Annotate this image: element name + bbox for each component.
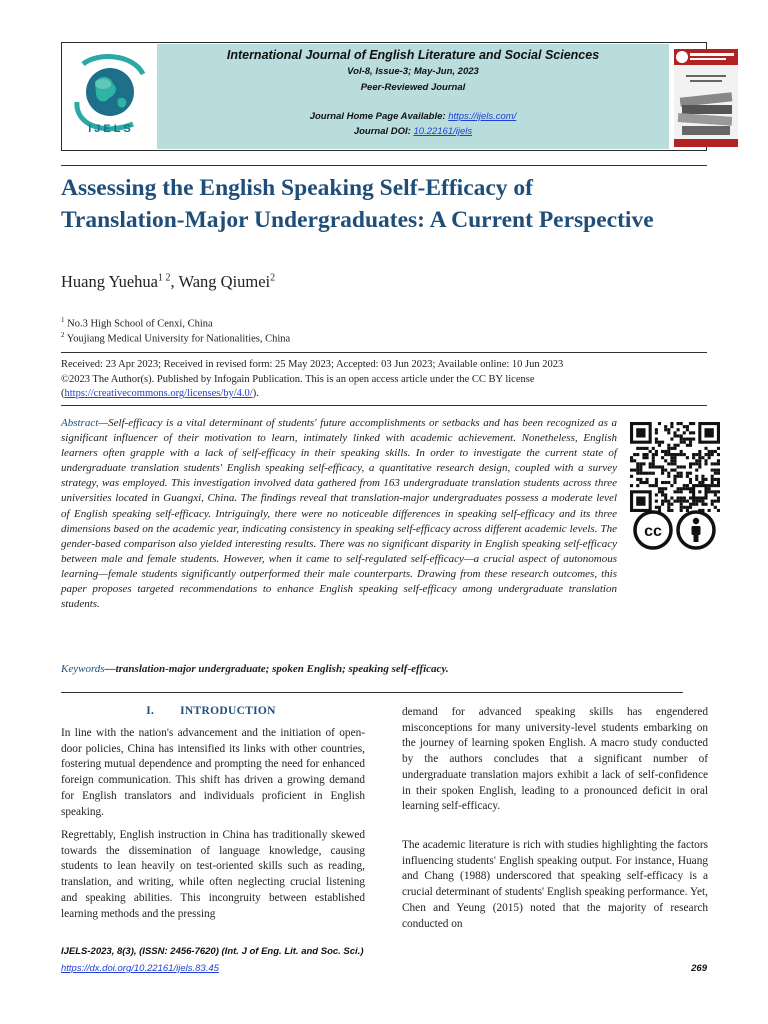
section-title: INTRODUCTION [180,705,276,717]
author-name: Huang Yuehua [61,272,158,291]
license-paren: ( [61,388,65,399]
body-paragraph: In line with the nation's advancement and the initiation of open-door policies, China has intensified its links with other countries, fostering mutual dependence and prompting the need for enhanced foreign communication. This shift has driven a growing demand for English translators and individuals proficient in English speaking. [61,727,365,818]
keywords-text: translation-major undergraduate; spoken English; speaking self-efficacy. [115,663,449,675]
home-link[interactable]: https://ijels.com/ [448,111,517,122]
meta-rule-top [61,352,707,353]
license-statement: ©2023 The Author(s). Published by Infogain Publication. This is an open access article under the CC BY license [61,374,535,385]
affiliation-text: Youjiang Medical University for Nationalities, China [64,333,291,345]
license-paren: ). [252,388,259,399]
author-affiliation-mark: 1 2 [158,272,171,284]
affiliation [61,316,213,330]
abstract-text: Self-efficacy is a vital determinant of students' future accomplishments or setbacks and has been recognized as a significant influencer of their motivation to learn, intimately linked with academic achievement. Nonetheless, English learners often grapple with a lack of self-efficacy in their speaking skills. In order to investigate the current state of undergraduate translation students' English speaking self-efficacy, a quantitative research design, coupled with a survey strategy, was employed. This investigation involved data gathered from 163 undergraduate translation students across three universities located in Guangxi, China. The findings reveal that translation-major undergraduates possess a moderate level of English speaking self-efficacy. Intriguingly, there were no noticeable differences in speaking self-efficacy and its three dimensions based on the academic year, indicating consistency in speaking self-efficacy across different academic levels. The gender-based comparison also yielded interesting results. There was no significant disparity in English speaking self-efficacy between male and female students. However, when it came to self-regulated self-efficacy—a crucial aspect of autonomous learning—female students significantly outperformed their male counterparts. Drawing from these research outcomes, this paper proposes targeted recommendations to enhance English speaking self-efficacy among undergraduate translation students. [61,417,617,611]
abstract-rule [61,692,683,693]
journal-doi-line [157,126,669,137]
attribution-icon [678,512,714,548]
article-title: Assessing the English Speaking Self-Efficacy of Translation-Major Undergraduates: A Current Perspective [61,175,654,233]
section-number: I. [146,705,155,717]
abstract [61,416,617,612]
keywords-label: Keywords [61,663,105,675]
cc-by-badge[interactable] [633,510,719,550]
received-dates: Received: 23 Apr 2023; Received in revised form: 25 May 2023; Accepted: 03 Jun 2023; Available online: 10 Jun 2023 [61,359,564,370]
abstract-label: Abstract [61,417,99,429]
doi-label: Journal DOI: [353,126,414,137]
author-line [61,272,275,292]
affiliation-text: No.3 High School of Cenxi, China [64,318,213,330]
journal-home-line [157,111,669,122]
svg-text:cc: cc [644,523,662,540]
license-link[interactable]: https://creativecommons.org/licenses/by/4.0/ [64,388,253,399]
body-paragraph: demand for advanced speaking skills has engendered misconceptions for many university-level students embarking on the journey of learning spoken English. A macro study conducted by the authors concludes that a significant number of undergraduate translation majors exhibit a lack of self-confidence in their spoken English, leading to a pronounced deficit in oral learning self-efficacy. [402,706,708,813]
doi-link[interactable]: 10.22161/ijels [413,126,473,137]
journal-info-band [157,44,669,149]
footer-doi-link[interactable]: https://dx.doi.org/10.22161/ijels.83.45 [61,963,219,974]
author-separator: , [170,272,179,291]
home-label: Journal Home Page Available: [309,111,449,122]
logo-text: IJELS [88,123,134,135]
meta-rule-bottom [61,405,707,406]
license-link-line [61,387,701,401]
author-name: Wang Qiumei [178,272,271,291]
qr-code-icon[interactable] [630,422,720,512]
body-paragraph: Regrettably, English instruction in China has traditionally skewed towards the dissemination of language knowledge, causing students to lean heavily on test-oriented skills such as reading, translation, and writing, while often neglecting crucial listening and speaking abilities. This incongruity between established learning methods and the pressing [61,829,365,920]
journal-volume: Vol-8, Issue-3; May-Jun, 2023 [347,66,479,77]
affiliation [61,331,290,345]
author-affiliation-mark: 2 [270,272,276,284]
journal-title: International Journal of English Literature and Social Sciences [226,48,600,62]
section-heading [61,705,361,717]
keywords-dash: — [104,663,116,675]
affiliation-mark: 2 [61,331,65,339]
page-number: 269 [691,963,707,974]
header-rule [61,165,707,166]
footer-citation: IJELS-2023, 8(3), (ISSN: 2456-7620) (Int. J of Eng. Lit. and Soc. Sci.) [61,946,364,957]
body-paragraph: The academic literature is rich with studies highlighting the factors influencing students' English speaking output. For instance, Huang and Chang (1988) underscored that speaking self-efficacy is a crucial determinant of students' English speaking performance. Yet, Chen and Yeung (2015) noted that the majority of research conducted on [402,839,708,930]
affiliation-mark: 1 [61,316,65,324]
peer-reviewed-label: Peer-Reviewed Journal [360,82,466,93]
journal-cover-icon [674,49,738,147]
abstract-dash: — [98,417,109,429]
keywords [61,663,449,675]
journal-header [61,42,707,151]
cc-icon [635,512,671,548]
